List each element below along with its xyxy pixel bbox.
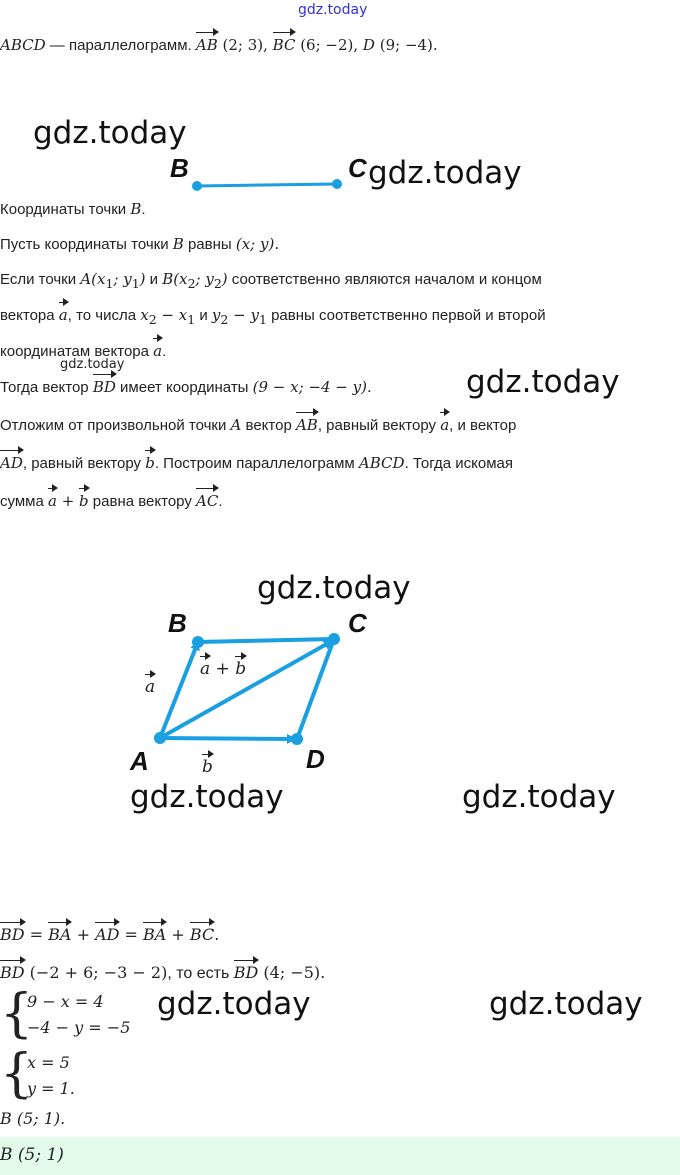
label-c: C <box>348 153 367 183</box>
watermark: gdz.today <box>33 115 187 151</box>
text: . Тогда искомая <box>404 455 514 472</box>
line-vector-bd <box>0 378 372 397</box>
arrow-ab <box>160 642 198 738</box>
parallelogram-name: ABCD <box>358 454 405 472</box>
solution-line-2 <box>0 964 325 983</box>
vector-a: a <box>153 342 163 360</box>
text: равна вектору <box>88 493 197 510</box>
vector-b: b <box>145 454 155 472</box>
subscript: 2 <box>187 276 196 291</box>
point-b: B <box>172 235 184 253</box>
vector-ad: AD <box>0 454 23 472</box>
vector-ba: BA <box>143 925 167 944</box>
text: Отложим от произвольной точки <box>0 417 231 434</box>
plus: + <box>166 925 190 944</box>
math: ; y <box>113 270 132 288</box>
label-vec-a <box>145 678 155 696</box>
arrow-ad <box>160 738 295 739</box>
segment-bc <box>197 184 337 186</box>
point-b: B <box>130 200 142 218</box>
text: . Построим параллелограмм <box>154 455 359 472</box>
line-vector-a <box>0 306 546 329</box>
vector-ab: AB <box>195 36 218 54</box>
text: , равный вектору <box>317 417 441 434</box>
text: Если точки <box>0 271 81 288</box>
plus: + <box>56 492 80 510</box>
vector-b: b <box>235 659 247 679</box>
subscript: 2 <box>148 312 157 327</box>
subscript: 1 <box>187 312 196 327</box>
point-d-dot <box>291 733 303 745</box>
subscript: 1 <box>105 276 114 291</box>
vector-bc: BC <box>189 925 215 944</box>
point-d: D <box>362 36 375 54</box>
vector-bd: BD <box>92 378 116 396</box>
math: ; y <box>195 270 214 288</box>
line-construct <box>0 416 516 435</box>
line-sum <box>0 492 223 511</box>
text: . <box>218 493 223 510</box>
parallelogram-name: ABCD <box>0 36 46 54</box>
plus: + <box>210 659 236 679</box>
text: , и вектор <box>449 417 517 434</box>
point-a-dot <box>154 732 166 744</box>
label-b: B <box>170 153 189 183</box>
watermark: gdz.today <box>462 779 616 815</box>
text: Координаты точки <box>0 201 131 218</box>
line-coords-b <box>0 200 146 219</box>
answer-text: B (5; 1) <box>0 1145 64 1165</box>
vector-bc-coords: (6; −2), <box>295 36 363 54</box>
math-coords: (−2 + 6; −3 − 2) <box>24 963 168 982</box>
system2-row2: y = 1. <box>27 1079 75 1098</box>
text: и <box>195 307 212 324</box>
label-a: A <box>130 746 149 776</box>
label-d: D <box>306 744 325 774</box>
plus: + <box>71 925 96 944</box>
text: сумма <box>0 493 48 510</box>
point-c-dot <box>332 179 342 189</box>
line-parallelogram <box>0 454 513 473</box>
text: имеет координаты <box>115 379 253 396</box>
vector-bd: BD <box>0 925 25 944</box>
text: равны <box>183 236 236 253</box>
math: y <box>211 306 221 324</box>
vector-a: a <box>145 677 156 697</box>
text: и <box>145 271 163 288</box>
text: , равный вектору <box>22 455 146 472</box>
vector-ab-coords: (2; 3), <box>217 36 273 54</box>
subscript: 1 <box>258 312 267 327</box>
watermark: gdz.today <box>368 155 522 191</box>
math: − x <box>156 306 188 324</box>
equals: = <box>119 925 144 944</box>
label-b: B <box>168 608 187 638</box>
statement-text: — параллелограмм. <box>45 37 196 54</box>
text: Пусть координаты точки <box>0 236 173 253</box>
math-coords: (4; −5). <box>258 963 326 982</box>
watermark: gdz.today <box>130 779 284 815</box>
label-vec-sum <box>200 660 246 678</box>
vector-a: a <box>440 416 450 434</box>
text: Тогда вектор <box>0 379 93 396</box>
point-b-dot <box>192 636 204 648</box>
answer-box <box>0 1137 680 1175</box>
problem-statement <box>0 36 438 55</box>
parallelogram-figure <box>120 600 380 790</box>
brace: { <box>0 984 34 1044</box>
subscript: 1 <box>131 276 140 291</box>
point-a: A <box>230 416 242 434</box>
text: . <box>141 201 146 218</box>
segment-dc <box>297 639 334 739</box>
watermark-top: gdz.today <box>298 2 368 18</box>
math: x <box>140 306 149 324</box>
point-d-coords: (9; −4). <box>374 36 438 54</box>
math-xy: (x; y). <box>235 235 280 253</box>
subscript: 2 <box>213 276 222 291</box>
vector-a: a <box>58 306 68 324</box>
label-vec-b <box>202 758 213 776</box>
text: , то числа <box>67 307 141 324</box>
vector-bd: BD <box>0 963 25 982</box>
watermark: gdz.today <box>157 986 311 1022</box>
label-c: C <box>348 608 367 638</box>
vector-bd: BD <box>233 963 259 982</box>
math: A(x <box>80 270 106 288</box>
segment-bc <box>198 639 334 642</box>
system1-row1: 9 − x = 4 <box>27 992 104 1011</box>
vector-a: a <box>200 659 211 679</box>
text: координатам вектора <box>0 343 154 360</box>
watermark: gdz.today <box>466 364 620 400</box>
text: соответственно являются началом и концом <box>227 271 542 288</box>
text: . <box>214 925 220 944</box>
math: − y <box>228 306 259 324</box>
math: B(x <box>162 270 188 288</box>
text: равны соответственно первой и второй <box>266 307 546 324</box>
line-let-coords <box>0 235 279 254</box>
vector-ad: AD <box>95 925 120 944</box>
point-c-dot <box>328 633 340 645</box>
point-b-dot <box>192 181 202 191</box>
watermark: gdz.today <box>257 570 411 606</box>
vector-ab: AB <box>295 416 318 434</box>
line-if-points <box>0 270 542 293</box>
math-bd-coords: (9 − x; −4 − y). <box>252 378 372 396</box>
text: вектор <box>241 417 296 434</box>
math: ) <box>139 270 146 288</box>
vector-b: b <box>202 757 213 777</box>
vector-bc: BC <box>272 36 296 54</box>
subscript: 2 <box>220 312 229 327</box>
brace: { <box>0 1044 34 1104</box>
text: . <box>162 343 167 360</box>
solution-line-1 <box>0 926 219 945</box>
vector-ba: BA <box>48 925 72 944</box>
math: ) <box>221 270 228 288</box>
equals: = <box>24 925 49 944</box>
segment-bc-figure <box>160 148 390 198</box>
watermark: gdz.today <box>489 986 643 1022</box>
system2-row1: x = 5 <box>27 1053 70 1072</box>
vector-a: a <box>47 492 57 510</box>
result-line: B (5; 1). <box>0 1109 66 1128</box>
vector-ac: AC <box>196 492 219 510</box>
vector-b: b <box>79 492 89 510</box>
watermark-small: gdz.today <box>60 357 125 372</box>
text: , то есть <box>167 965 234 982</box>
system1-row2: −4 − y = −5 <box>27 1018 131 1037</box>
text: вектора <box>0 307 59 324</box>
